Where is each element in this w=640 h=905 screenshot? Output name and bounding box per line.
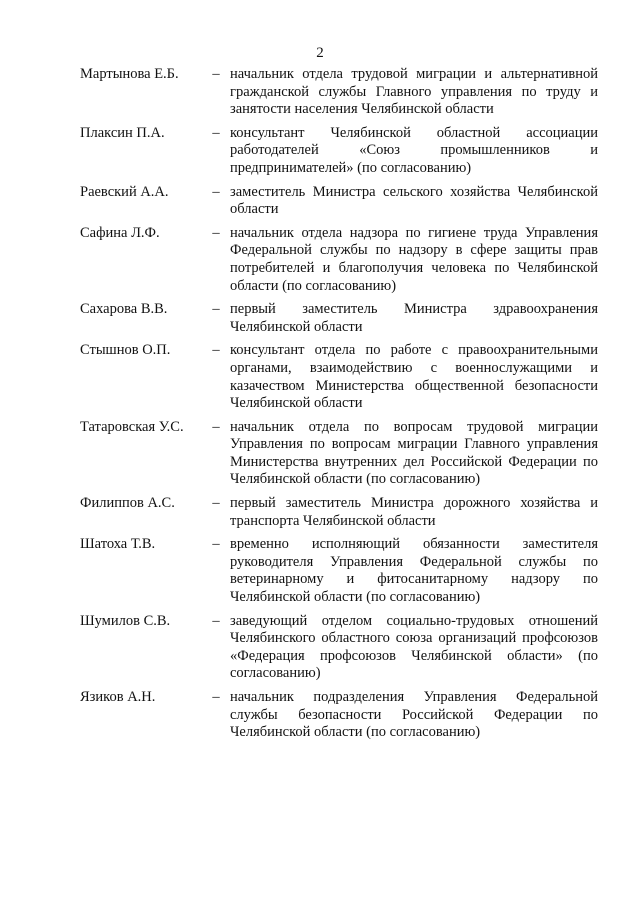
member-position: начальник отдела трудовой миграции и альтернативной гражданской службы Главного управления по труду и занятости населения Челябинской области xyxy=(230,66,598,118)
roster-entry xyxy=(80,689,598,742)
roster-entry xyxy=(80,342,598,412)
member-position: временно исполняющий обязанности заместителя руководителя Управления Федеральной службы по ветеринарному и фитосанитарному надзору по Челябинской области (по согласованию) xyxy=(230,536,598,606)
member-name: Филиппов А.С. xyxy=(80,495,175,512)
dash-separator: – xyxy=(212,224,220,241)
member-name: Язиков А.Н. xyxy=(80,689,156,705)
page-number: 2 xyxy=(316,45,324,61)
roster-entry xyxy=(80,613,598,683)
member-position: начальник отдела по вопросам трудовой миграции Управления по вопросам миграции Главного управления Министерства внутренних дел Российской Федерации по Челябинской области (по согласованию) xyxy=(230,418,598,488)
dash-separator: – xyxy=(212,536,220,553)
member-name: Сафина Л.Ф. xyxy=(80,224,160,241)
member-name: Татаровская У.С. xyxy=(80,418,184,435)
dash-separator: – xyxy=(212,66,220,82)
dash-separator: – xyxy=(212,342,220,359)
dash-separator: – xyxy=(212,495,220,512)
dash-separator: – xyxy=(212,612,220,629)
member-position: консультант отдела по работе с правоохранительными органами, взаимодействию с военнослужащими и казачеством Министерства общественной безопасности Челябинской области xyxy=(230,342,598,412)
dash-separator: – xyxy=(212,689,220,705)
member-name: Шумилов С.В. xyxy=(80,612,171,629)
roster-entry xyxy=(80,125,598,178)
dash-separator: – xyxy=(212,183,220,200)
member-position: заведующий отделом социально-трудовых отношений Челябинского областного союза организаций профсоюзов «Федерация профсоюзов Челябинской области» (по согласованию) xyxy=(230,612,598,682)
member-name: Плаксин П.А. xyxy=(80,124,165,141)
member-position: первый заместитель Министра дорожного хозяйства и транспорта Челябинской области xyxy=(230,495,598,529)
member-position: заместитель Министра сельского хозяйства Челябинской области xyxy=(230,183,598,218)
member-name: Шатоха Т.В. xyxy=(80,536,156,553)
member-position: начальник отдела надзора по гигиене труда Управления Федеральной службы по надзору в сфере защиты прав потребителей и благополучия человека по Челябинской области (по согласованию) xyxy=(230,224,598,294)
roster-entry xyxy=(80,419,598,489)
member-name: Раевский А.А. xyxy=(80,183,169,200)
dash-separator: – xyxy=(212,418,220,435)
member-position: консультант Челябинской областной ассоциации работодателей «Союз промышленников и предпринимателей» (по согласованию) xyxy=(230,124,598,176)
member-name: Сахарова В.В. xyxy=(80,301,168,318)
roster-entry xyxy=(80,495,598,530)
dash-separator: – xyxy=(212,301,220,318)
roster-entry xyxy=(80,536,598,606)
member-name: Стышнов О.П. xyxy=(80,342,171,359)
member-name: Мартынова Е.Б. xyxy=(80,66,179,82)
member-position: начальник подразделения Управления Федеральной службы безопасности Российской Федерации по Челябинской области (по согласованию) xyxy=(230,689,598,741)
roster-entry xyxy=(80,184,598,219)
roster-entry xyxy=(80,301,598,336)
dash-separator: – xyxy=(212,124,220,141)
member-position: первый заместитель Министра здравоохранения Челябинской области xyxy=(230,301,598,335)
member-roster xyxy=(80,66,598,748)
roster-entry xyxy=(80,66,598,119)
roster-entry xyxy=(80,225,598,295)
